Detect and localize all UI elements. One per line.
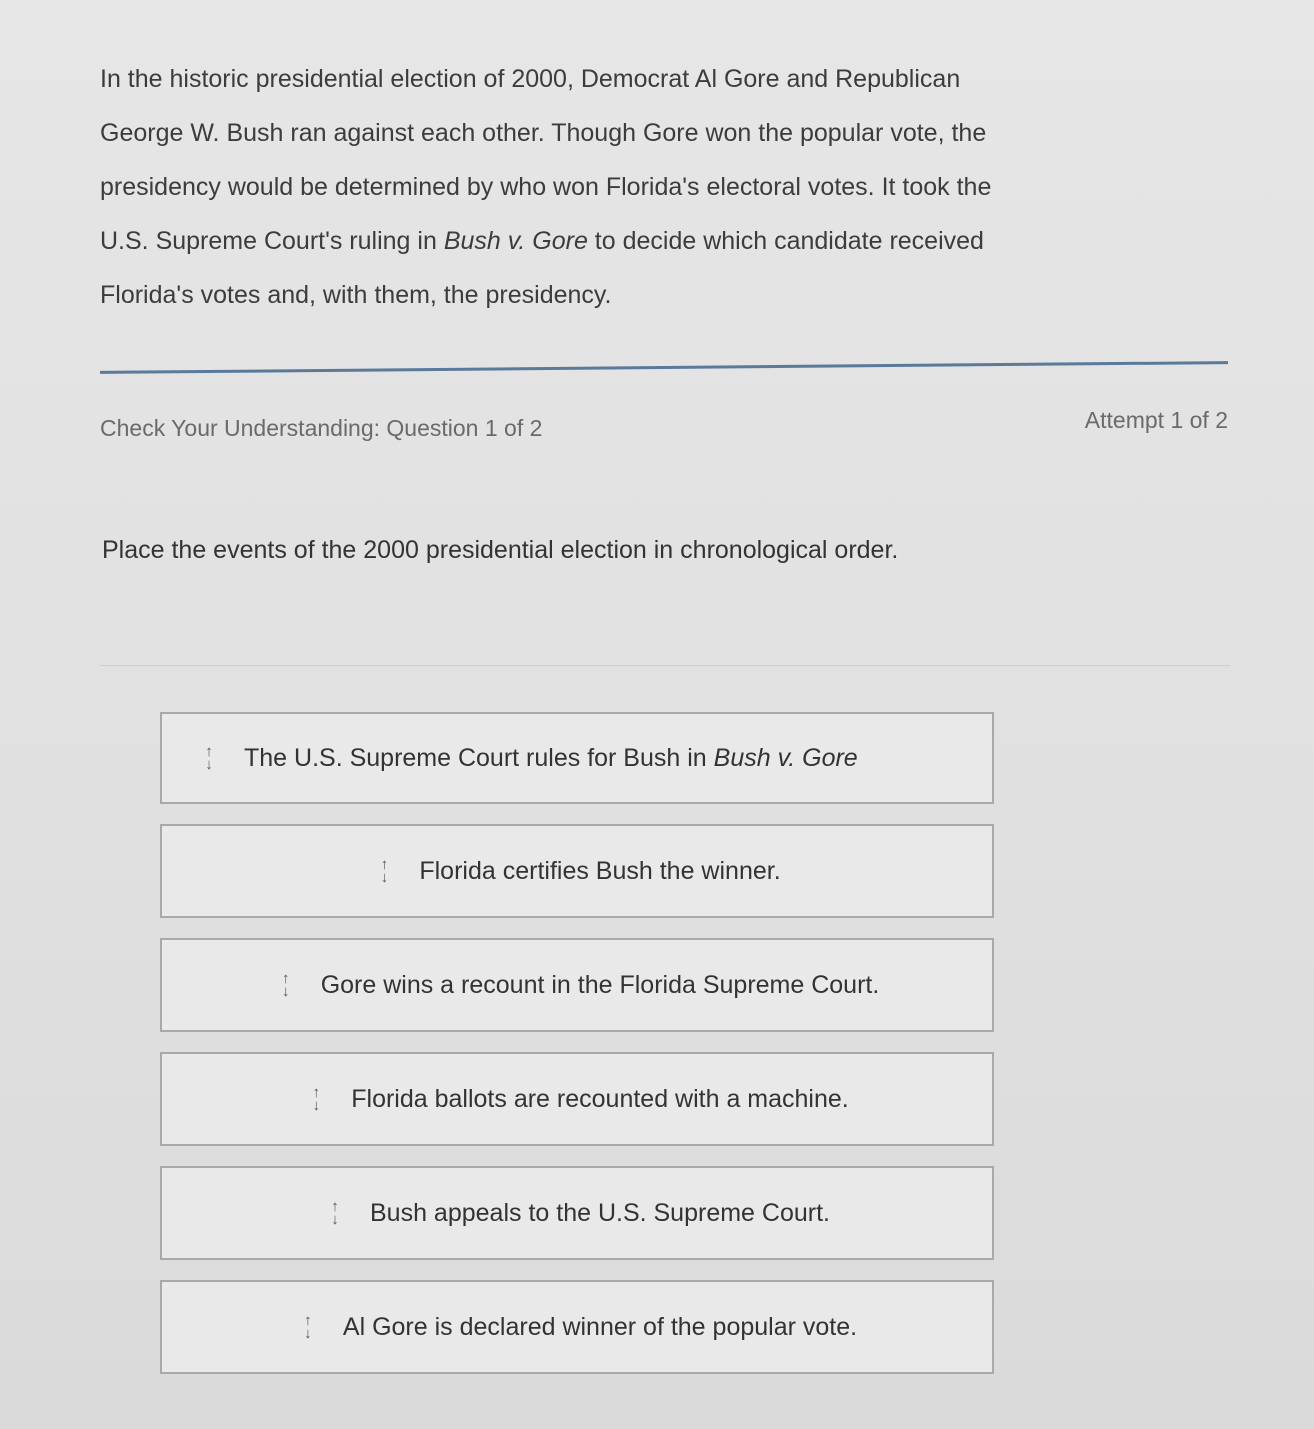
ordering-list: [160, 712, 1000, 1394]
passage-line: presidency would be determined by who won Florida's electoral votes. It took the: [100, 173, 992, 201]
item-label: Florida certifies Bush the winner.: [419, 856, 781, 885]
passage-text: to decide which candidate received: [587, 227, 984, 255]
item-label: Gore wins a recount in the Florida Supreme Court.: [320, 970, 880, 999]
up-down-arrows-icon[interactable]: ↑ ↓: [380, 856, 389, 886]
reading-passage: [100, 52, 1190, 322]
passage-line: George W. Bush ran against each other. Though Gore won the popular vote, the: [100, 119, 987, 147]
item-label: Bush appeals to the U.S. Supreme Court.: [370, 1198, 830, 1227]
draggable-item[interactable]: [160, 712, 994, 804]
up-down-arrows-icon[interactable]: ↑ ↓: [281, 970, 290, 1000]
item-label: [244, 740, 858, 776]
draggable-item[interactable]: [160, 1280, 994, 1374]
up-down-arrows-icon[interactable]: ↑ ↓: [304, 1312, 312, 1342]
item-label: Florida ballots are recounted with a machine.: [351, 1084, 849, 1113]
item-label: Al Gore is declared winner of the popular vote.: [342, 1312, 858, 1341]
question-prompt: Place the events of the 2000 presidential election in chronological order.: [102, 536, 899, 564]
question-header: [100, 407, 1228, 442]
case-name: Bush v. Gore: [713, 744, 858, 772]
passage-line: [100, 214, 1190, 268]
case-name: Bush v. Gore: [443, 227, 588, 255]
up-down-arrows-icon[interactable]: ↑ ↓: [331, 1198, 339, 1228]
passage-line: Florida's votes and, with them, the presidency.: [100, 281, 612, 309]
passage-text: U.S. Supreme Court's ruling in: [100, 227, 444, 255]
prompt-divider: [100, 665, 1230, 666]
draggable-item[interactable]: [160, 1166, 994, 1260]
draggable-item[interactable]: [160, 938, 994, 1032]
draggable-item[interactable]: [160, 1052, 994, 1146]
up-down-arrows-icon[interactable]: ↑ ↓: [312, 1084, 320, 1114]
attempt-counter: Attempt 1 of 2: [1084, 407, 1228, 433]
section-divider: [100, 361, 1228, 374]
question-counter: Check Your Understanding: Question 1 of 2: [100, 415, 543, 441]
up-down-arrows-icon[interactable]: ↑ ↓: [205, 743, 213, 773]
item-text: The U.S. Supreme Court rules for Bush in: [244, 744, 714, 772]
passage-line: In the historic presidential election of 2000, Democrat Al Gore and Republican: [100, 65, 961, 93]
draggable-item[interactable]: [160, 824, 994, 918]
